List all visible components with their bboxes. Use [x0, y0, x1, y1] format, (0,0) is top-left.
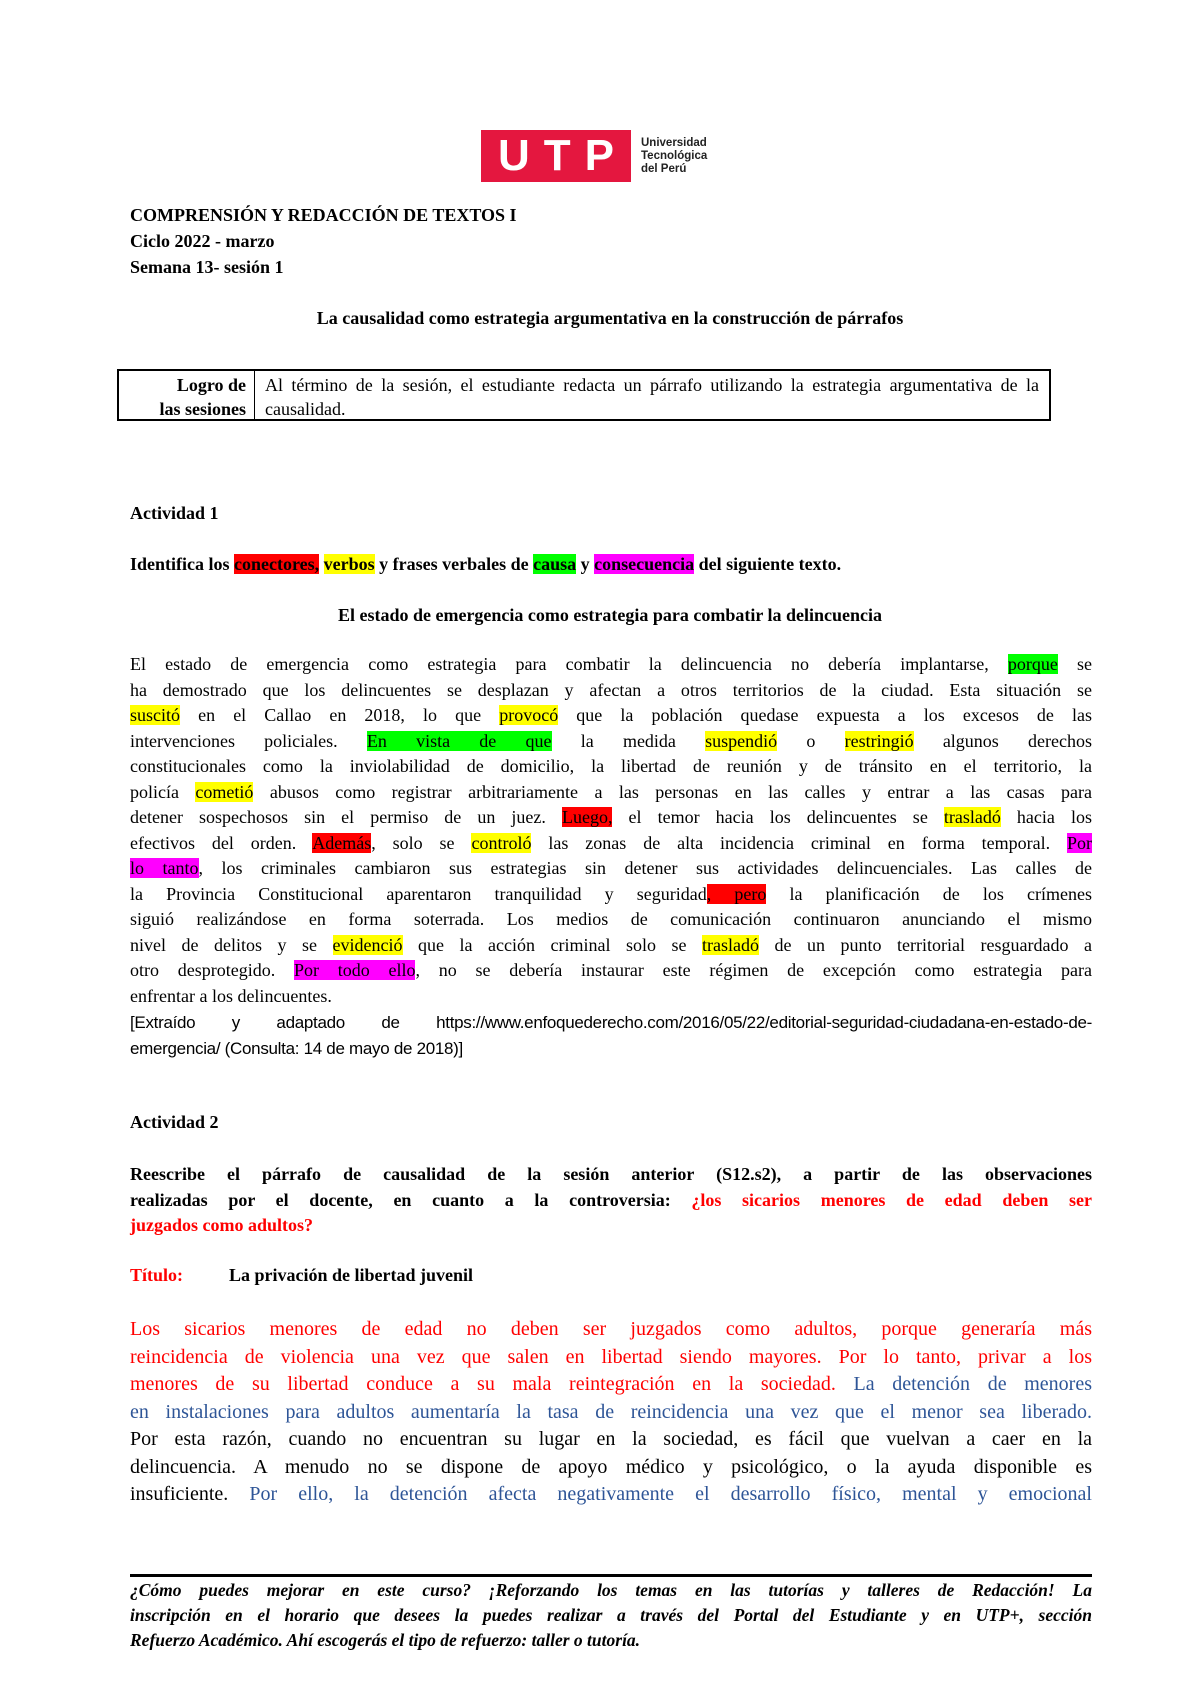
logro-text: Al término de la sesión, el estudiante redacta un párrafo utilizando la estrategia argumentativa de la causalidad.: [265, 375, 1039, 419]
logo-letter-p: P: [584, 131, 614, 180]
text-segment: en el Callao en 2018, lo que: [180, 705, 500, 725]
paragraph-line: [130, 1399, 1092, 1427]
controversy-question: ¿los sicarios menores de edad deben ser: [691, 1189, 1093, 1210]
source-line: emergencia/ (Consulta: 14 de mayo de 2018)]: [130, 1038, 463, 1058]
instruction-line-text: realizadas por el docente, en cuanto a la controversia:: [130, 1189, 692, 1210]
text-segment: , solo se: [371, 832, 472, 853]
text-segment: se: [1057, 654, 1093, 674]
text-segment: el temor hacia los delincuentes se: [612, 807, 944, 827]
highlight-red: Además: [312, 832, 372, 853]
text-segment: la Provincia Constitucional aparentaron tranquilidad y seguridad: [130, 883, 707, 904]
text-segment-red: reincidencia de violencia una vez que salen en libertad siendo mayores. Por lo tanto, privar a los: [130, 1345, 1092, 1368]
paragraph-line: [130, 1316, 1092, 1344]
highlight-magenta: Por: [1067, 832, 1093, 853]
footer-line: ¿Cómo puedes mejorar en este curso? ¡Reforzando los temas en las tutorías y talleres de Redacción! La: [130, 1580, 1092, 1600]
actividad-2-heading: Actividad 2: [130, 1112, 219, 1132]
instruction-text: [319, 554, 324, 574]
highlight-yellow: suspendió: [705, 730, 778, 751]
highlight-yellow: suscitó: [130, 705, 181, 725]
highlight-yellow: cometió: [195, 781, 254, 802]
text-segment: la planificación de los crímenes: [766, 883, 1093, 904]
instruction-line: [130, 1188, 1092, 1214]
paragraph-line: [130, 882, 1092, 908]
logro-table: [117, 369, 1051, 421]
text-segment: que la población quedase expuesta a los excesos de las: [558, 705, 1092, 725]
highlight-yellow: trasladó: [943, 807, 1001, 827]
highlight-magenta: lo tanto: [130, 858, 199, 878]
text-segment: otro desprotegido.: [130, 960, 294, 980]
text-segment-black: insuficiente.: [130, 1483, 250, 1505]
text-segment: que la acción criminal solo se: [402, 934, 703, 955]
logo-text-line: del Perú: [641, 162, 687, 175]
text-segment-black: delincuencia. A menudo no se dispone de apoyo médico y psicológico, o la ayuda disponible es: [130, 1455, 1092, 1478]
instruction-text: y: [576, 554, 595, 574]
titulo-row: [130, 1265, 473, 1286]
text-segment: enfrentar a los delincuentes.: [130, 985, 332, 1006]
paragraph-line: [130, 958, 1092, 984]
instruction-line: [130, 1162, 1092, 1188]
paragraph-line: [130, 754, 1092, 780]
logro-label-line: Logro de: [176, 375, 246, 395]
paragraph-line: [130, 831, 1092, 857]
logro-label-line: las sesiones: [159, 399, 246, 419]
paragraph-line: [130, 1481, 1092, 1509]
text-segment: hacia los: [1000, 807, 1092, 827]
text-segment: , los criminales cambiaron sus estrategias sin detener sus actividades delincuenciales. Las calles de: [198, 858, 1092, 878]
highlight-yellow: trasladó: [702, 934, 760, 955]
actividad-1-heading: Actividad 1: [130, 503, 219, 523]
source-line: [Extraído y adaptado de https://www.enfoquederecho.com/2016/05/22/editorial-seguridad-ciudadana-en-estado-de-: [130, 1013, 1092, 1032]
highlight-yellow: controló: [471, 832, 532, 853]
text-segment: , no se debería instaurar este régimen de excepción como estrategia para: [415, 960, 1092, 980]
actividad-1-instruction: [130, 554, 841, 575]
verbos-highlight: verbos: [323, 554, 375, 574]
text-segment: de un punto territorial resguardado a: [759, 934, 1092, 955]
course-name: COMPRENSIÓN Y REDACCIÓN DE TEXTOS I: [130, 205, 517, 225]
text-segment: abusos como registrar arbitrariamente a las personas en las calles y entrar a las casas para: [253, 781, 1093, 802]
text-segment: efectivos del orden.: [130, 832, 313, 853]
text-segment-blue: Por ello, la detención afecta negativamente el desarrollo físico, mental y emocional: [249, 1483, 1092, 1505]
highlight-red: Luego,: [561, 807, 613, 827]
logo-letter-u: U: [497, 131, 530, 180]
text-segment: las zonas de alta incidencia criminal en forma temporal.: [531, 832, 1067, 853]
logo-text-line: Tecnológica: [641, 149, 708, 162]
course-cycle: Ciclo 2022 - marzo: [130, 231, 275, 251]
text-segment: constitucionales como la inviolabilidad de domicilio, la libertad de reunión y de tránsito en el territorio, la: [130, 756, 1092, 776]
paragraph-line: [130, 907, 1092, 933]
instruction-text: y frases verbales de: [374, 554, 534, 574]
text-segment: ha demostrado que los delincuentes se desplazan y afectan a otros territorios de la ciudad. Esta situación se: [130, 679, 1092, 700]
footer-note: [130, 1578, 1092, 1653]
text-segment-blue: en instalaciones para adultos aumentaría la tasa de reincidencia una vez que el menor sea liberado.: [130, 1400, 1092, 1423]
conectores-highlight: conectores,: [234, 554, 320, 574]
paragraph-line: [130, 1371, 1092, 1399]
text-segment: intervenciones policiales.: [130, 730, 367, 751]
logo-university-name: [641, 137, 707, 176]
logo-text-line: Universidad: [641, 136, 707, 149]
titulo-label: Título:: [130, 1265, 184, 1285]
session-title: La causalidad como estrategia argumentativa en la construcción de párrafos: [316, 308, 904, 328]
paragraph-line: [130, 1454, 1092, 1482]
highlight-yellow: evidenció: [332, 934, 403, 955]
paragraph-line: [130, 780, 1092, 806]
footer-line: inscripción en el horario que desees la puedes realizar a través del Portal del Estudiante y en UTP+, sección: [130, 1605, 1092, 1625]
highlight-yellow: provocó: [499, 705, 559, 725]
highlight-yellow: restringió: [844, 730, 914, 751]
actividad-1-paragraph: [130, 652, 1092, 1009]
causa-highlight: causa: [533, 554, 577, 574]
paragraph-line: [130, 729, 1092, 755]
paragraph-line: [130, 703, 1092, 729]
text-title: El estado de emergencia como estrategia para combatir la delincuencia: [337, 605, 883, 625]
text-segment-blue: La detención de menores: [853, 1373, 1093, 1395]
instruction-line-text: Reescribe el párrafo de causalidad de la sesión anterior (S12.s2), a partir de las observaciones: [130, 1164, 1092, 1184]
highlight-red: , pero: [706, 883, 767, 904]
consecuencia-highlight: consecuencia: [594, 554, 695, 574]
text-segment: policía: [130, 781, 196, 802]
instruction-text: Identifica los: [130, 554, 235, 574]
paragraph-line: [130, 678, 1092, 704]
source-citation: [130, 1010, 1092, 1061]
titulo-value: La privación de libertad juvenil: [229, 1265, 474, 1285]
text-segment-red: menores de su libertad conduce a su mala reintegración en la sociedad.: [130, 1373, 854, 1395]
utp-logo-block: [481, 130, 631, 182]
text-segment: siguió realizándose en forma soterrada. Los medios de comunicación continuaron anunciando el mismo: [130, 909, 1092, 929]
actividad-2-instruction: [130, 1162, 1092, 1239]
text-segment-red: Los sicarios menores de edad no deben ser juzgados como adultos, porque generaría más: [130, 1318, 1092, 1340]
paragraph-line: [130, 652, 1092, 678]
logro-label: [119, 371, 255, 419]
course-week: Semana 13- sesión 1: [130, 257, 284, 277]
footer-divider: [130, 1574, 1092, 1577]
utp-logo: [481, 130, 707, 182]
controversy-question-cont: juzgados como adultos?: [130, 1215, 314, 1235]
actividad-2-paragraph: [130, 1316, 1092, 1509]
paragraph-line: [130, 856, 1092, 882]
highlight-green: En vista de que: [366, 730, 552, 751]
paragraph-line: [130, 1344, 1092, 1372]
instruction-text: del siguiente texto.: [694, 554, 842, 574]
text-segment: El estado de emergencia como estrategia para combatir la delincuencia no debería implantarse,: [130, 654, 1008, 674]
text-segment: detener sospechosos sin el permiso de un juez.: [130, 807, 562, 827]
paragraph-line: [130, 984, 1092, 1010]
footer-line: Refuerzo Académico. Ahí escogerás el tipo de refuerzo: taller o tutoría.: [130, 1630, 641, 1650]
highlight-magenta: Por todo ello: [293, 960, 416, 980]
text-segment-black: Por esta razón, cuando no encuentran su lugar en la sociedad, es fácil que vuelvan a caer en la: [130, 1428, 1092, 1450]
text-segment: algunos derechos: [913, 730, 1092, 751]
text-segment: la medida: [551, 730, 706, 751]
text-segment: nivel de delitos y se: [130, 934, 333, 955]
logo-letter-t: T: [543, 131, 571, 180]
text-segment: o: [777, 730, 845, 751]
paragraph-line: [130, 1426, 1092, 1454]
paragraph-line: [130, 933, 1092, 959]
highlight-green: porque: [1007, 654, 1058, 674]
paragraph-line: [130, 805, 1092, 831]
